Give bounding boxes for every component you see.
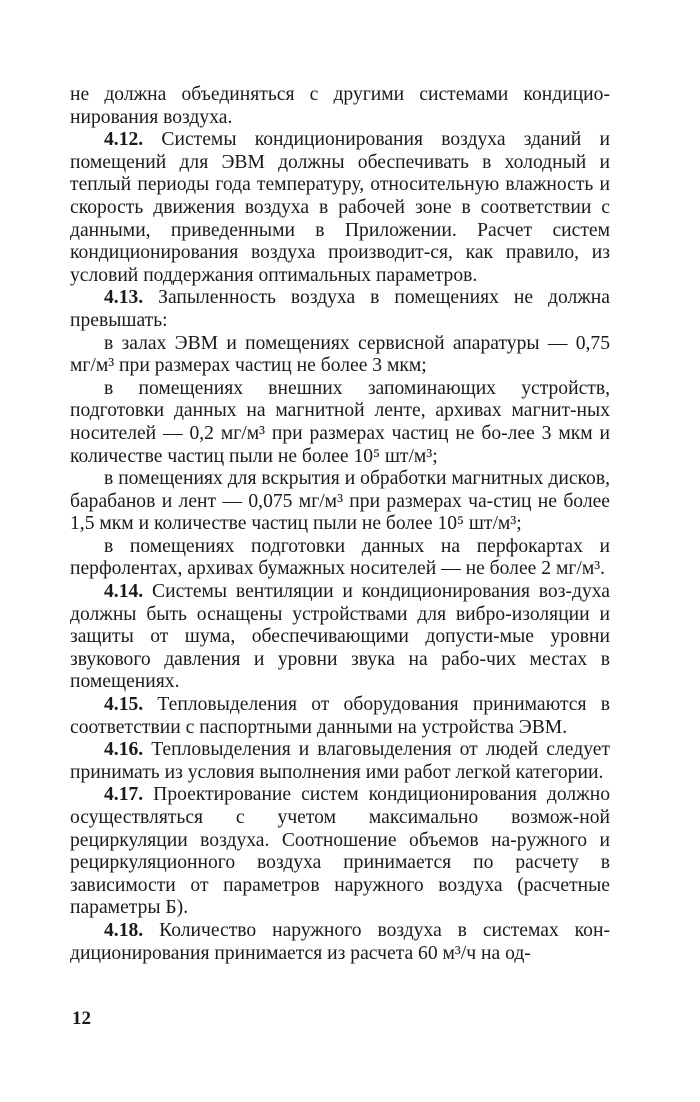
paragraph-dust-punchcards — [70, 536, 610, 581]
paragraph-text: Количество наружного воздуха в системах кон-диционирования принимается из расчета 60 м³/ч на од- — [70, 919, 610, 964]
paragraph-text: Системы вентиляции и кондиционирования воз-духа должны быть оснащены устройствами для вибро-изоляции и защиты от шума, обеспечивающими допусти-мые уровни звукового давления и уровни звука на рабо-чих местах в помещениях. — [70, 581, 610, 693]
section-number: 4.17. — [104, 784, 144, 806]
paragraph-text: Системы кондиционирования воздуха зданий и помещений для ЭВМ должны обеспечивать в холодный и теплый периоды года температуру, относительную влажность и скорость движения воздуха в рабочей зоне в соответствии с данными, приведенными в Приложении. Расчет систем кондиционирования воздуха производит-ся, как правило, из условий поддержания оптимальных параметров. — [70, 129, 610, 286]
section-number: 4.12. — [104, 129, 144, 151]
section-number: 4.14. — [104, 581, 144, 603]
paragraph-text: Запыленность воздуха в помещениях не должна превышать: — [70, 287, 610, 331]
paragraph-4-17 — [70, 784, 610, 920]
paragraph-text: в помещениях внешних запоминающих устройств, подготовки данных на магнитной ленте, архивах магнит-ных носителей — 0,2 мг/м³ при размерах частиц не бо-лее 3 мкм и количестве частиц пыли не более 10⁵ шт/м³; — [70, 377, 610, 467]
paragraph-4-18 — [70, 920, 610, 965]
paragraph-4-15 — [70, 694, 610, 739]
paragraph-dust-disks — [70, 468, 610, 536]
paragraph-text: Тепловыделения и влаговыделения от людей следует принимать из условия выполнения ими работ легкой категории. — [70, 739, 610, 783]
page-number: 12 — [72, 1008, 91, 1029]
paragraph-4-16 — [70, 739, 610, 784]
paragraph-text: в залах ЭВМ и помещениях сервисной апаратуры — 0,75 мг/м³ при размерах частиц не более 3 мкм; — [70, 332, 610, 377]
paragraph-text: в помещениях подготовки данных на перфокартах и перфолентах, архивах бумажных носителей — не более 2 мг/м³. — [70, 535, 610, 580]
paragraph-4-13 — [70, 287, 610, 332]
section-number: 4.18. — [104, 919, 144, 941]
paragraph-4-12 — [70, 129, 610, 287]
section-number: 4.15. — [104, 694, 144, 716]
paragraph-dust-storage — [70, 378, 610, 468]
paragraph-text: в помещениях для вскрытия и обработки магнитных дисков, барабанов и лент — 0,075 мг/м³ при размерах ча-стиц не более 1,5 мкм и количестве частиц пыли не более 10⁵ шт/м³; — [70, 468, 610, 535]
paragraph-text: Проектирование систем кондиционирования должно осуществляться с учетом максимально возмож-ной рециркуляции воздуха. Соотношение объемов на-ружного и рециркуляционного воздуха принимается по расчету в зависимости от параметров наружного воздуха (расчетные параметры Б). — [70, 784, 610, 919]
section-number: 4.16. — [104, 739, 144, 761]
paragraph-text: не должна объединяться с другими системами кондицио-нирования воздуха. — [70, 84, 610, 128]
paragraph-continuation — [70, 84, 610, 129]
section-number: 4.13. — [104, 287, 144, 309]
page-body — [70, 84, 610, 965]
paragraph-text: Тепловыделения от оборудования принимаются в соответствии с паспортными данными на устройства ЭВМ. — [70, 694, 610, 738]
paragraph-4-14 — [70, 581, 610, 694]
paragraph-dust-computer-rooms — [70, 333, 610, 378]
